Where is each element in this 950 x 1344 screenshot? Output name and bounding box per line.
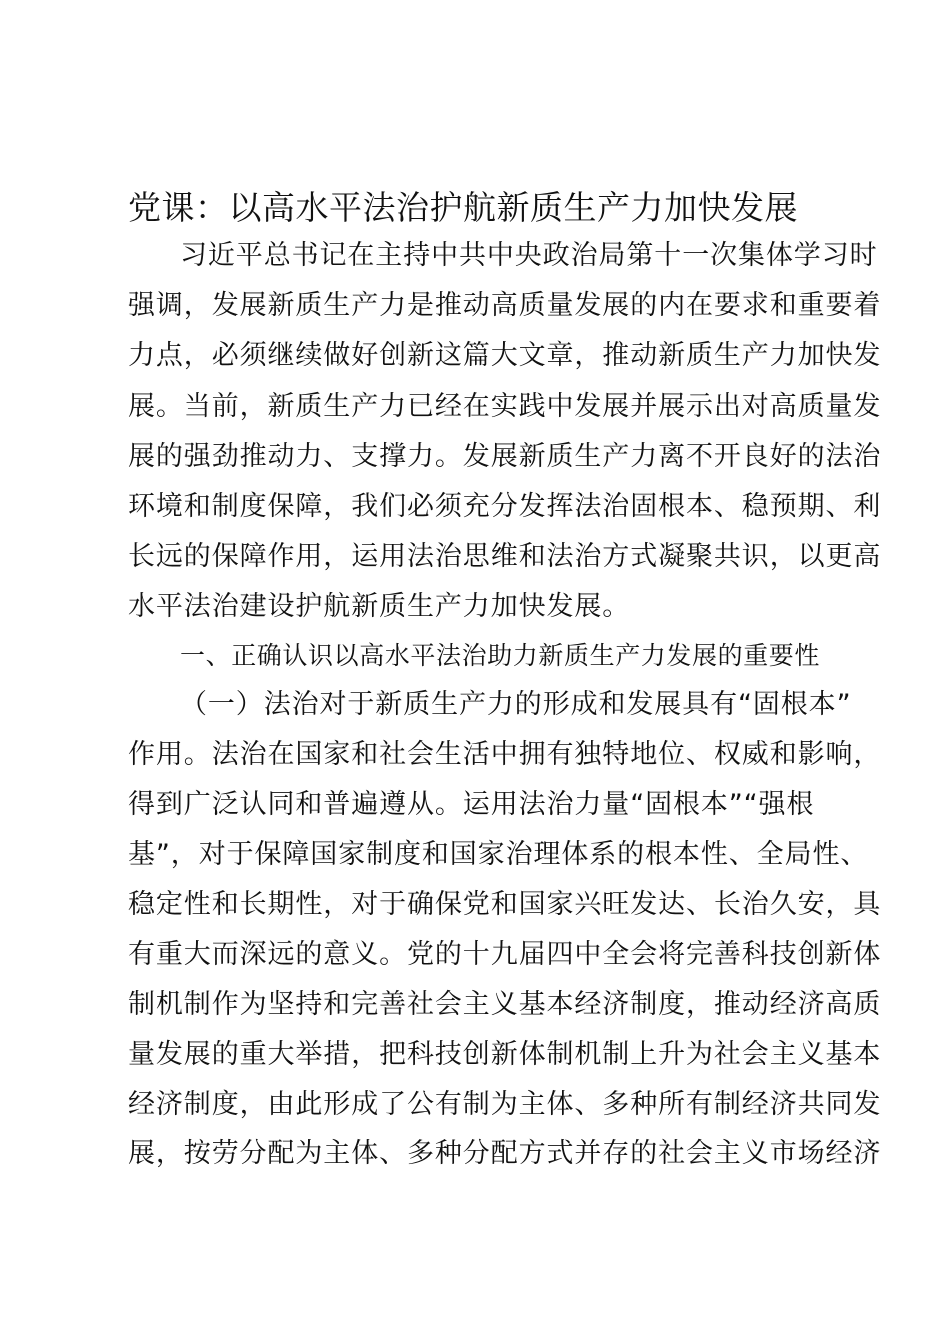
text-line: 展的强劲推动力、支撑力。发展新质生产力离不开良好的法治: [128, 441, 882, 472]
text-line: 力点，必须继续做好创新这篇大文章，推动新质生产力加快发: [128, 340, 882, 371]
text-line: 长远的保障作用，运用法治思维和法治方式凝聚共识，以更高: [128, 541, 882, 572]
document-title: 党课：以高水平法治护航新质生产力加快发展: [128, 188, 798, 227]
text-line: 有重大而深远的意义。党的十九届四中全会将完善科技创新体: [128, 939, 882, 970]
text-line: 展，按劳分配为主体、多种分配方式并存的社会主义市场经济: [128, 1138, 882, 1169]
text-line: 环境和制度保障，我们必须充分发挥法治固根本、稳预期、利: [128, 491, 882, 522]
text-line: 基”，对于保障国家制度和国家治理体系的根本性、全局性、: [128, 839, 869, 870]
text-line: 得到广泛认同和普遍遵从。运用法治力量“固根本”“强根: [128, 789, 815, 820]
text-line: 强调，发展新质生产力是推动高质量发展的内在要求和重要着: [128, 290, 882, 321]
text-line: 量发展的重大举措，把科技创新体制机制上升为社会主义基本: [128, 1039, 882, 1070]
text-line: 习近平总书记在主持中共中央政治局第十一次集体学习时: [180, 240, 878, 271]
text-line: 作用。法治在国家和社会生活中拥有独特地位、权威和影响，: [128, 739, 882, 770]
text-line: 稳定性和长期性，对于确保党和国家兴旺发达、长治久安，具: [128, 889, 882, 920]
text-line: 经济制度，由此形成了公有制为主体、多种所有制经济共同发: [128, 1089, 882, 1120]
section-heading: 一、正确认识以高水平法治助力新质生产力发展的重要性: [180, 641, 821, 670]
text-line: 水平法治建设护航新质生产力加快发展。: [128, 591, 631, 622]
text-line: 展。当前，新质生产力已经在实践中发展并展示出对高质量发: [128, 391, 882, 422]
subsection-heading-line: （一）法治对于新质生产力的形成和发展具有“固根本”: [180, 689, 852, 720]
text-line: 制机制作为坚持和完善社会主义基本经济制度，推动经济高质: [128, 989, 882, 1020]
